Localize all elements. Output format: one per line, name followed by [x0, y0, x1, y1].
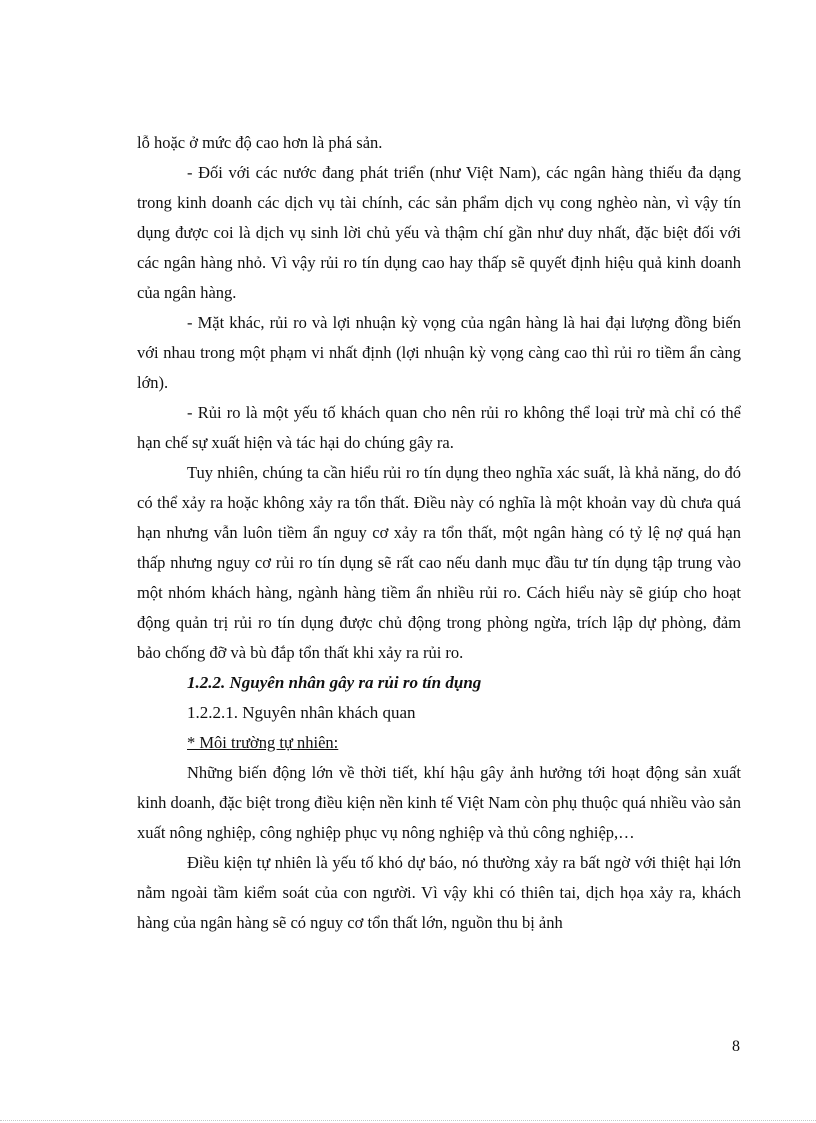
- paragraph-probability: Tuy nhiên, chúng ta cần hiểu rủi ro tín dụng theo nghĩa xác suất, là khả năng, do đó có thể xảy ra hoặc không xảy ra tổn thất. Điều này có nghĩa là một khoản vay dù chưa quá hạn nhưng vẫn luôn tiềm ẩn nguy cơ xảy ra tổn thất, một ngân hàng có tỷ lệ nợ quá hạn thấp nhưng nguy cơ rủi ro tín dụng sẽ rất cao nếu danh mục đầu tư tín dụng tập trung vào một nhóm khách hàng, ngành hàng tiềm ẩn nhiều rủi ro. Cách hiểu này sẽ giúp cho hoạt động quản trị rủi ro tín dụng được chủ động trong phòng ngừa, trích lập dự phòng, đảm bảo chống đỡ và bù đắp tổn thất khi xảy ra rủi ro.: [137, 463, 741, 662]
- body-text: [137, 128, 741, 938]
- subsection-heading: 1.2.2.1. Nguyên nhân khách quan: [187, 703, 416, 722]
- paragraph-risk-profit: - Mặt khác, rủi ro và lợi nhuận kỳ vọng của ngân hàng là hai đại lượng đồng biến với nhau trong một phạm vi nhất định (lợi nhuận kỳ vọng càng cao thì rủi ro tiềm ẩn càng lớn).: [137, 313, 741, 392]
- paragraph-natural-conditions: Điều kiện tự nhiên là yếu tố khó dự báo, nó thường xảy ra bất ngờ với thiệt hại lớn nằm ngoài tầm kiểm soát của con người. Vì vậy khi có thiên tai, dịch họa xảy ra, khách hàng của ngân hàng sẽ có nguy cơ tổn thất lớn, nguồn thu bị ảnh: [137, 853, 741, 932]
- subsubsection-heading: * Môi trường tự nhiên:: [187, 733, 339, 752]
- paragraph-weather: Những biến động lớn về thời tiết, khí hậu gây ảnh hưởng tới hoạt động sản xuất kinh doanh, đặc biệt trong điều kiện nền kinh tế Việt Nam còn phụ thuộc quá nhiều vào sản xuất nông nghiệp, công nghiệp phục vụ nông nghiệp và thủ công nghiệp,…: [137, 763, 741, 842]
- paragraph-objective-risk: - Rủi ro là một yếu tố khách quan cho nên rủi ro không thể loại trừ mà chỉ có thể hạn chế sự xuất hiện và tác hại do chúng gây ra.: [137, 403, 741, 452]
- paragraph-developing-countries: - Đối với các nước đang phát triển (như Việt Nam), các ngân hàng thiếu đa dạng trong kinh doanh các dịch vụ tài chính, các sản phẩm dịch vụ cong nghèo nàn, vì vậy tín dụng được coi là dịch vụ sinh lời chủ yếu và thậm chí gần như duy nhất, đặc biệt đối với các ngân hàng nhỏ. Vì vậy rủi ro tín dụng cao hay thấp sẽ quyết định hiệu quả kinh doanh của ngân hàng.: [137, 163, 741, 302]
- page-number: 8: [732, 1038, 740, 1055]
- paragraph-continuation: lỗ hoặc ở mức độ cao hơn là phá sản.: [137, 133, 383, 152]
- page-divider: [0, 1120, 816, 1121]
- section-heading: 1.2.2. Nguyên nhân gây ra rủi ro tín dụng: [187, 673, 482, 692]
